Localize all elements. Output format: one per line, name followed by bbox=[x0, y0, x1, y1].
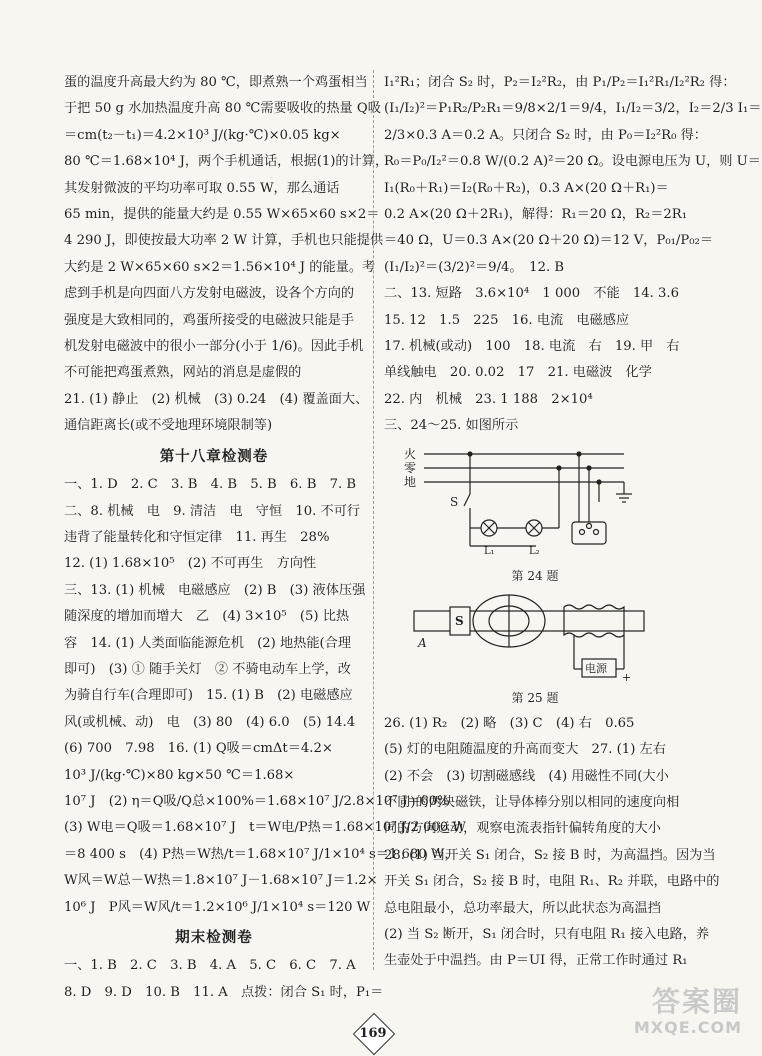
text-line: 28. (1) 当开关 S₁ 闭合，S₂ 接 B 时，为高温挡。因为当 bbox=[384, 847, 716, 863]
text-line: 即可) (3) ① 随手关灯 ② 不骑电动车上学，改 bbox=[64, 661, 351, 677]
magnet-pole-label: S bbox=[455, 613, 464, 628]
text-line: 违背了能量转化和守恒定律 11. 再生 28% bbox=[64, 529, 330, 545]
text-line: ＝8 400 s (4) P热＝W热/t＝1.68×10⁷ J/1×10⁴ s＝1 680 W， bbox=[64, 846, 458, 862]
text-line: 同的方向运动，观察电流表指针偏转角度的大小 bbox=[384, 821, 661, 837]
text-line: 12. (1) 1.68×10⁵ (2) 不可再生 方向性 bbox=[64, 556, 317, 572]
right-paragraph-bottom bbox=[384, 711, 720, 975]
text-line: 虑到手机是向四面八方发射电磁波，设各个方向的 bbox=[64, 286, 355, 302]
text-line: 一、1. D 2. C 3. B 4. B 5. B 6. B 7. B bbox=[64, 477, 357, 493]
text-line: 65 min，提供的能量大约是 0.55 W×65×60 s×2＝ bbox=[64, 207, 380, 223]
text-line: 22. 内 机械 23. 1 188 2×10⁴ bbox=[384, 391, 593, 407]
text-line: 10⁷ J (2) η＝Q吸/Q总×100%＝1.68×10⁷ J/2.8×10⁷ J＝60% bbox=[64, 793, 450, 809]
text-line: 强度是大致相同的，鸡蛋所接受的电磁波只能是手 bbox=[64, 312, 355, 328]
watermark-url: MXQE.COM bbox=[633, 1018, 742, 1037]
text-line: 二、8. 机械 电 9. 清洁 电 守恒 10. 不可行 bbox=[64, 503, 361, 519]
text-line: 10⁶ J P风＝W风/t＝1.2×10⁶ J/1×10⁴ s＝120 W bbox=[64, 899, 371, 915]
text-line: 机发射电磁波中的很小一部分(小于 1/6)。因此手机 bbox=[64, 339, 364, 355]
text-line: (2) 当 S₂ 断开，S₁ 闭合时，只有电阻 R₁ 接入电路，养 bbox=[384, 926, 710, 942]
text-line: 开关 S₁ 闭合，S₂ 接 B 时，电阻 R₁、R₂ 并联，电路中的 bbox=[384, 874, 720, 890]
text-line: 通信距离长(或不受地理环境限制等) bbox=[64, 418, 273, 434]
text-line: 单线触电 20. 0.02 17 21. 电磁波 化学 bbox=[384, 365, 652, 381]
lamp2-label: L₂ bbox=[529, 545, 540, 557]
column-divider bbox=[373, 70, 374, 970]
text-line: 不同)的两块磁铁，让导体棒分别以相同的速度向相 bbox=[384, 794, 680, 810]
figure-24-caption: 第 24 题 bbox=[511, 568, 559, 583]
text-line: 0.2 A×(20 Ω＋2R₁)，解得：R₁＝20 Ω，R₂＝2R₁ bbox=[384, 207, 687, 223]
final-exam-answers bbox=[64, 953, 384, 1006]
chapter18-answers bbox=[64, 472, 466, 921]
figure-24-circuit bbox=[384, 442, 686, 585]
plus-terminal-label: + bbox=[622, 670, 632, 684]
text-line: (I₁/I₂)²＝(3/2)²＝9/4。 12. B bbox=[384, 259, 565, 275]
text-line: 10³ J/(kg·℃)×80 kg×50 ℃＝1.68× bbox=[64, 767, 295, 783]
watermark-logo bbox=[592, 986, 742, 1046]
electromagnet-diagram bbox=[384, 589, 684, 689]
text-line: I₁²R₁；闭合 S₂ 时，P₂＝I₂²R₂，由 P₁/P₂＝I₁²R₁/I₂²R₂ 得： bbox=[384, 75, 736, 90]
left-paragraph bbox=[64, 70, 389, 440]
text-line: 蛋的温度升高最大约为 80 ℃，即煮熟一个鸡蛋相当 bbox=[64, 75, 368, 90]
page-number-text: 169 bbox=[359, 1026, 387, 1041]
text-line: 15. 12 1.5 225 16. 电流 电磁感应 bbox=[384, 312, 630, 328]
text-line: 一、1. B 2. C 3. B 4. A 5. C 6. C 7. A bbox=[64, 958, 356, 974]
text-line: 4 290 J，即使按最大功率 2 W 计算，手机也只能提供 bbox=[64, 233, 384, 249]
figure-25-electromagnet bbox=[384, 589, 686, 707]
text-line: I₁(R₀＋R₁)＝I₂(R₀＋R₂)，0.3 A×(20 Ω＋R₁)＝ bbox=[384, 180, 669, 196]
text-line: 生壶处于中温挡。由 P＝UI 得，正常工作时通过 R₁ bbox=[384, 953, 688, 969]
power-source-label: 电源 bbox=[585, 661, 607, 675]
watermark-title: 答案圈 bbox=[651, 985, 742, 1018]
text-line: ＝cm(t₂－t₁)＝4.2×10³ J/(kg·℃)×0.05 kg× bbox=[64, 127, 341, 143]
wire-ground-label: 地 bbox=[404, 474, 417, 489]
text-line: (I₁/I₂)²＝P₁R₂/P₂R₁＝9/8×2/1＝9/4，I₁/I₂＝3/2，I₂＝2/3 I₁＝ bbox=[384, 101, 762, 117]
figure-25-caption: 第 25 题 bbox=[511, 690, 559, 705]
text-line: W风＝W总－W热＝1.8×10⁷ J－1.68×10⁷ J＝1.2× bbox=[64, 873, 378, 889]
point-a-label: A bbox=[418, 635, 427, 650]
text-line: 三、13. (1) 机械 电磁感应 (2) B (3) 液体压强 bbox=[64, 582, 366, 598]
household-circuit-diagram bbox=[384, 442, 684, 567]
text-line: 2/3×0.3 A＝0.2 A。只闭合 S₂ 时，由 P₀＝I₂²R₀ 得： bbox=[384, 127, 707, 143]
text-line: (5) 灯的电阻随温度的升高而变大 27. (1) 左右 bbox=[384, 742, 666, 758]
text-line: 其发射微波的平均功率可取 0.55 W，那么通话 bbox=[64, 180, 340, 196]
text-line: 二、13. 短路 3.6×10⁴ 1 000 不能 14. 3.6 bbox=[384, 286, 680, 302]
text-line: 大约是 2 W×65×60 s×2＝1.56×10⁴ J 的能量。考 bbox=[64, 259, 376, 275]
lamp1-label: L₁ bbox=[484, 545, 495, 557]
text-line: 总电阻最小，总功率最大，所以此状态为高温挡 bbox=[384, 900, 661, 916]
text-line: 8. D 9. D 10. B 11. A 点拨：闭合 S₁ 时，P₁＝ bbox=[64, 984, 384, 1000]
right-paragraph bbox=[384, 70, 762, 440]
text-line: 17. 机械(或动) 100 18. 电流 右 19. 甲 右 bbox=[384, 339, 680, 355]
text-line: 80 ℃＝1.68×10⁴ J，两个手机通话，根据(1)的计算， bbox=[64, 154, 389, 170]
text-line: (6) 700 7.98 16. (1) Q吸＝cmΔt＝4.2× bbox=[64, 741, 333, 757]
final-exam-title: 期末检测卷 bbox=[175, 929, 253, 946]
text-line: 为骑自行车(合理即可) 15. (1) B (2) 电磁感应 bbox=[64, 688, 353, 704]
text-line: 于把 50 g 水加热温度升高 80 ℃需要吸收的热量 Q吸 bbox=[64, 101, 381, 117]
text-line: 容 14. (1) 人类面临能源危机 (2) 地热能(合理 bbox=[64, 635, 352, 651]
wire-live-label: 火 bbox=[404, 446, 417, 461]
page-number bbox=[353, 1022, 393, 1046]
text-line: R₀＝P₀/I₂²＝0.8 W/(0.2 A)²＝20 Ω。设电源电压为 U，则 U＝ bbox=[384, 154, 761, 170]
text-line: ＝40 Ω，U＝0.3 A×(20 Ω＋20 Ω)＝12 V，P₀₁/P₀₂＝ bbox=[384, 233, 714, 249]
wire-neutral-label: 零 bbox=[404, 460, 417, 475]
chapter18-title: 第十八章检测卷 bbox=[159, 447, 269, 465]
text-line: 随深度的增加而增大 乙 (4) 3×10⁵ (5) 比热 bbox=[64, 609, 350, 625]
text-line: 26. (1) R₂ (2) 略 (3) C (4) 右 0.65 bbox=[384, 715, 635, 731]
switch-label: S bbox=[450, 494, 459, 509]
text-line: 风(或机械、动) 电 (3) 80 (4) 6.0 (5) 14.4 bbox=[64, 714, 356, 730]
text-line: 21. (1) 静止 (2) 机械 (3) 0.24 (4) 覆盖面大、 bbox=[64, 391, 369, 407]
text-line: (2) 不会 (3) 切割磁感线 (4) 用磁性不同(大小 bbox=[384, 768, 669, 784]
text-line: 不可能把鸡蛋煮熟，网站的消息是虚假的 bbox=[64, 365, 302, 381]
text-line: (3) W电＝Q吸＝1.68×10⁷ J t＝W电/P热＝1.68×10⁷ J/2 000 W bbox=[64, 820, 466, 836]
text-line: 三、24～25. 如图所示 bbox=[384, 418, 519, 434]
right-column bbox=[384, 70, 762, 975]
